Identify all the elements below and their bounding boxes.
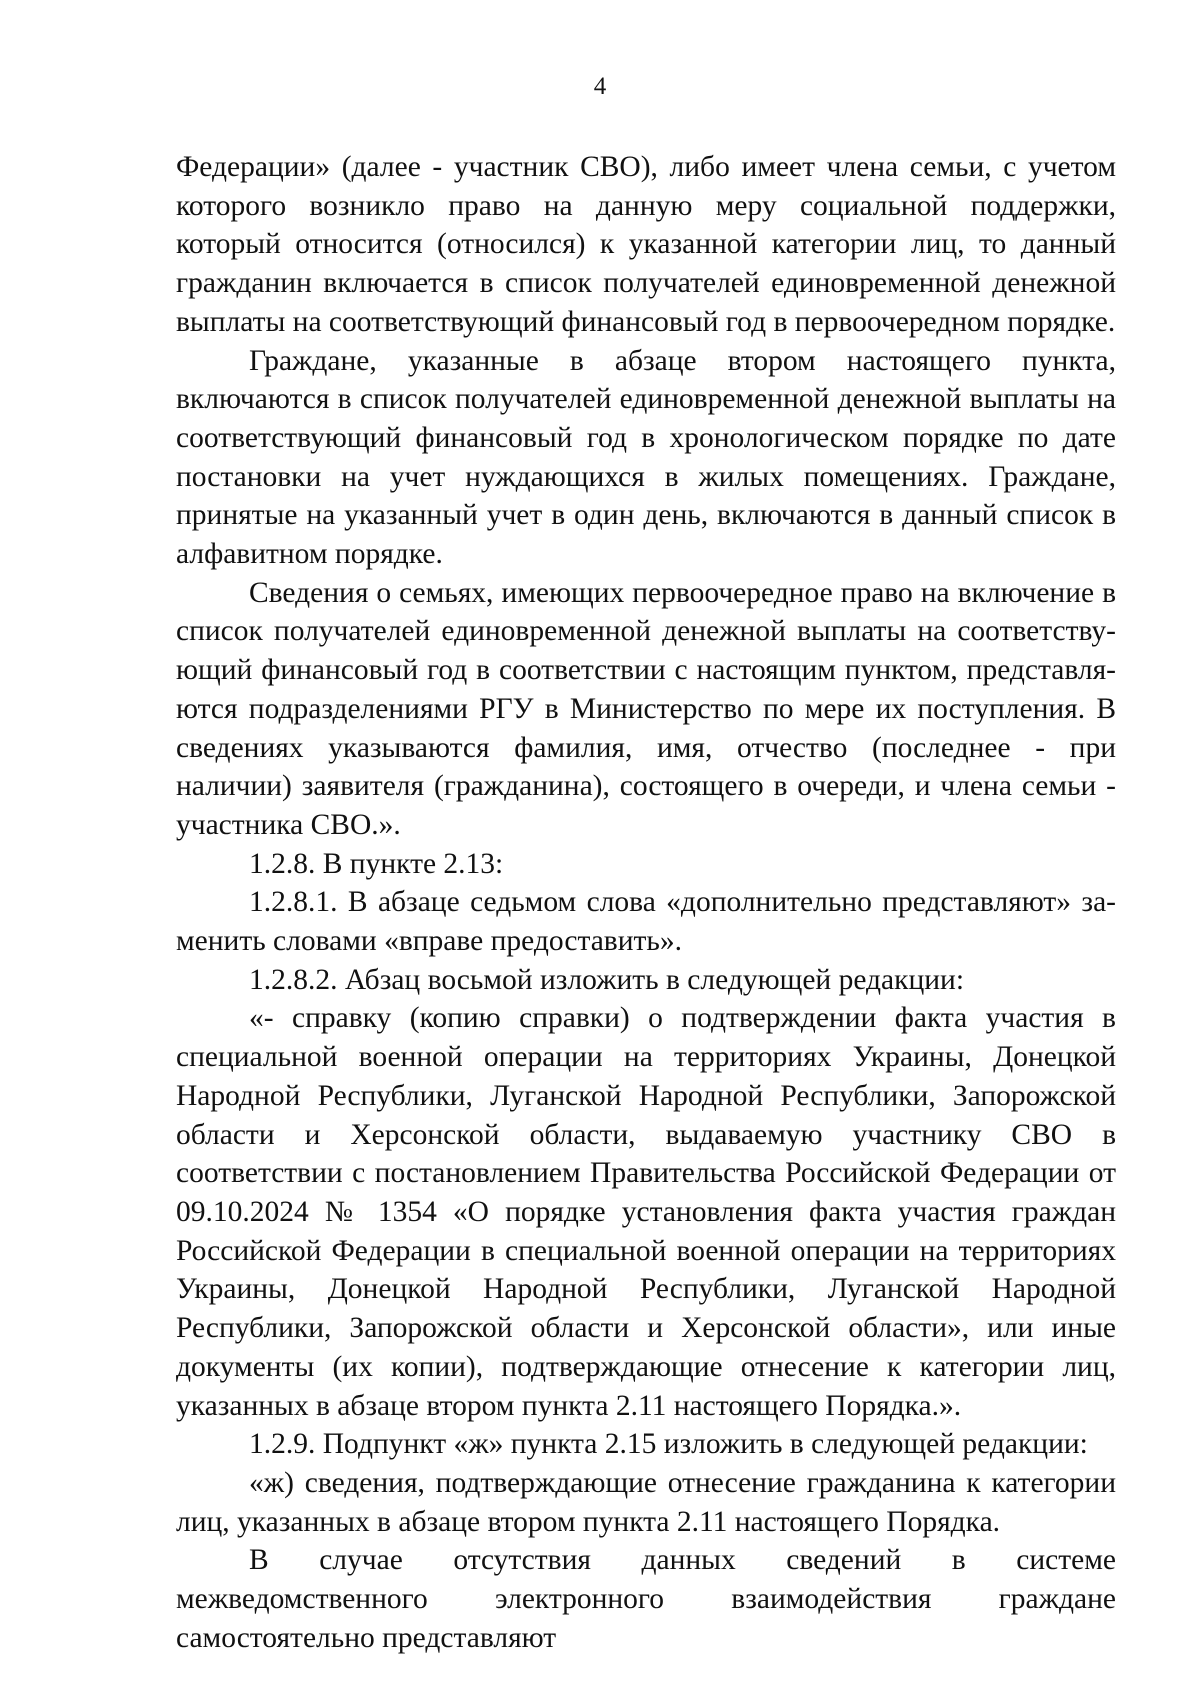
paragraph: Граждане, указанные в абзаце втором настоящего пункта, включаются в список получателей единовременной денежной выплаты на соответствующий финансовый год в хронологическом порядке по дате постановки на учет нуждающихся в жилых помещениях. Граждане, принятые на указанный учет в один день, включаются в данный список в алфавитном порядке. [176, 344, 1116, 571]
paragraph: «ж) сведения, подтверждающие отнесение гражданина к категории лиц, указанных в абзаце втором пункта 2.11 настоящего Порядка. [176, 1466, 1116, 1538]
paragraph: 1.2.8.1. В абзаце седьмом слова «дополнительно представляют» заменить словами «вправе предоставить». [176, 886, 1116, 958]
paragraph: 1.2.9. Подпункт «ж» пункта 2.15 изложить в следующей редакции: [249, 1428, 1088, 1461]
document-body [176, 148, 1116, 1657]
paragraph: 1.2.8.2. Абзац восьмой изложить в следующей редакции: [249, 963, 965, 996]
page-number: 4 [593, 73, 607, 100]
paragraph: 1.2.8. В пункте 2.13: [249, 847, 504, 880]
paragraph: Федерации» (далее - участник СВО), либо имеет члена семьи, с учетом которого возникло право на данную меру социальной поддержки, который относится (относился) к указанной категории лиц, то данный гражданин включается в список получателей единовременной денежной выплаты на соответствующий финансовый год в первоочередном порядке. [176, 151, 1116, 338]
paragraph: Сведения о семьях, имеющих первоочередное право на включение в список получателей единовременной денежной выплаты на соответствующий финансовый год в соответствии с настоящим пунктом, представляются подразделениями РГУ в Министерство по мере их поступления. В сведениях указываются фамилия, имя, отчество (последнее - при наличии) заявителя (гражданина), состоящего в очереди, и члена семьи - участника СВО.». [176, 576, 1116, 841]
paragraph: В случае отсутствия данных сведений в системе межведомственного электронного взаимодействия граждане самостоятельно представляют [176, 1544, 1116, 1654]
paragraph: «- справку (копию справки) о подтверждении факта участия в специальной военной операции на территориях Украины, Донецкой Народной Республики, Луганской Народной Республики, Запорожской области и Херсонской области, выдаваемую участнику СВО в соответствии с постановлением Правительства Российской Федерации от 09.10.2024 № 1354 «О порядке установления факта участия граждан Российской Федерации в специальной военной операции на территориях Украины, Донецкой Народной Республики, Луганской Народной Республики, Запорожской области и Херсонской области», или иные документы (их копии), подтверждающие отнесение к категории лиц, указанных в абзаце втором пункта 2.11 настоящего Порядка.». [176, 1002, 1116, 1422]
